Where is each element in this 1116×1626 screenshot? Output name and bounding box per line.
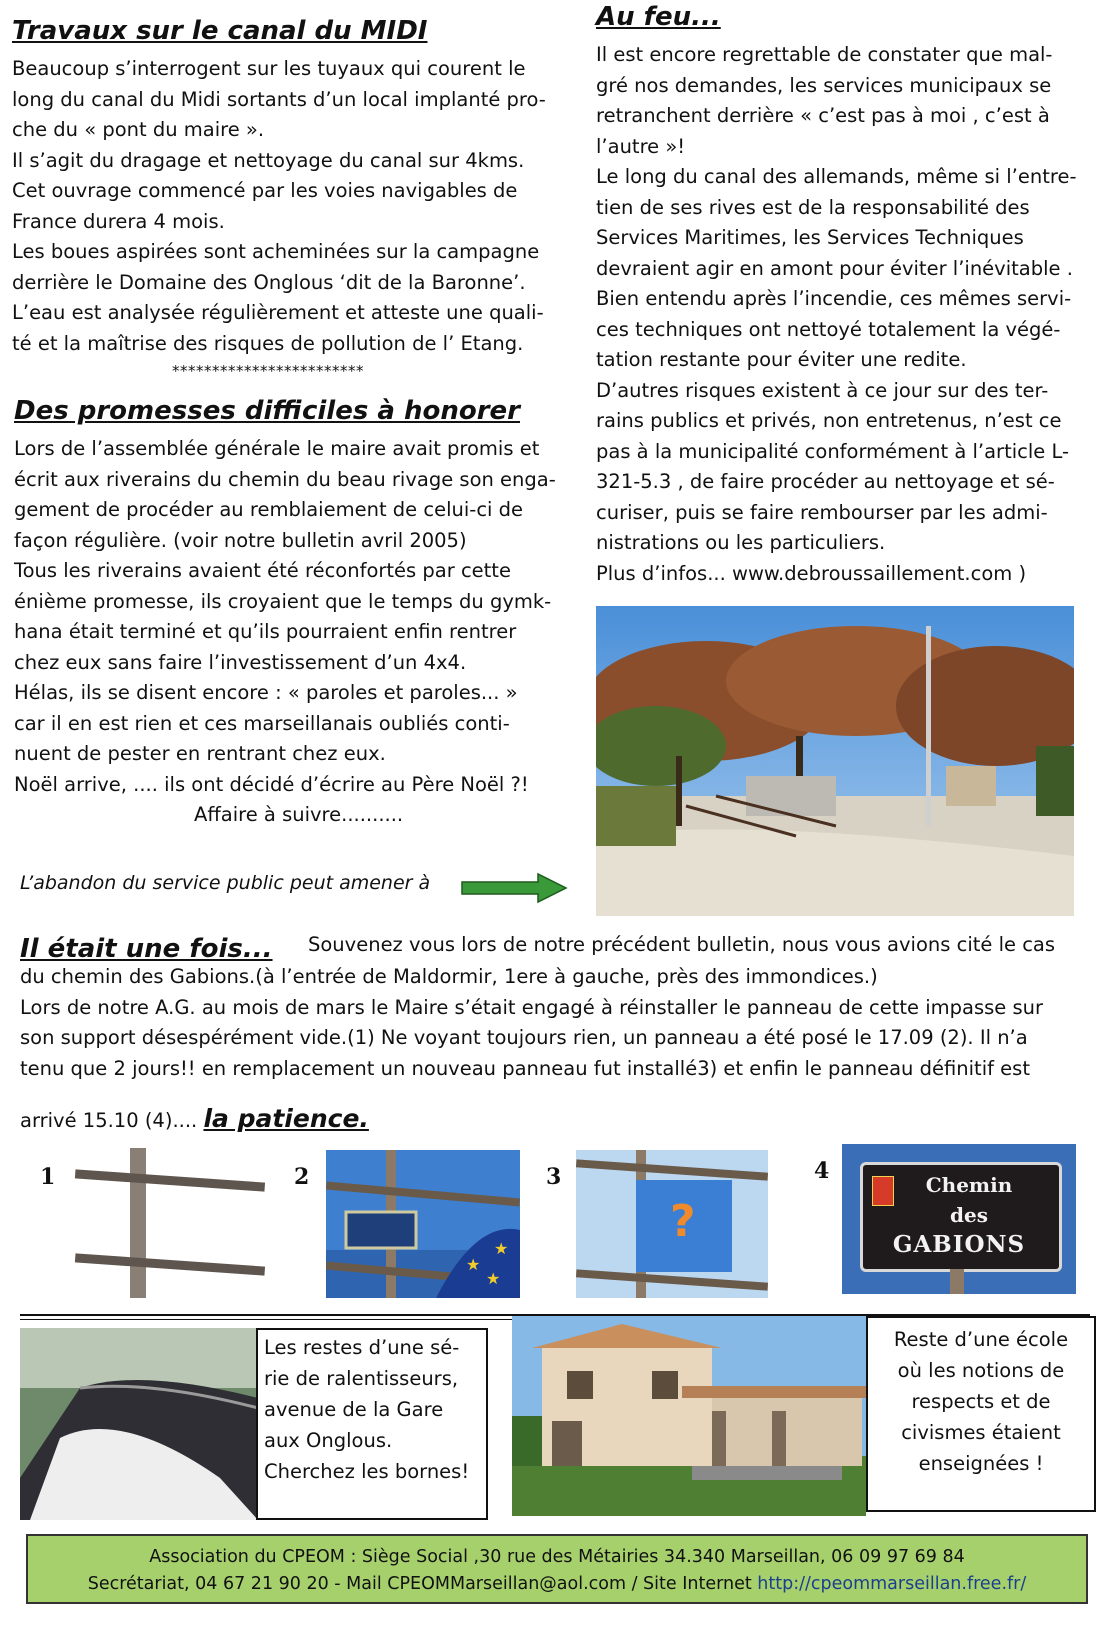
photo-final-sign <box>842 1144 1076 1294</box>
text-line: Bien entendu après l’incendie, ces mêmes servi- <box>596 287 1072 310</box>
text-line: Tous les riverains avaient été réconfortés par cette <box>14 559 511 582</box>
sign-number-2: 2 <box>294 1164 310 1190</box>
text-line: curiser, puis se faire rembourser par les admi- <box>596 500 1048 524</box>
text-line: avenue de la Gare <box>264 1398 444 1421</box>
sign-line: Chemin <box>925 1173 1013 1197</box>
text-line: Noël arrive, .... ils ont décidé d’écrire au Père Noël ?! <box>14 772 529 796</box>
title-travaux: Travaux sur le canal du MIDI <box>12 16 428 46</box>
text-line: 321-5.3 , de faire procéder au nettoyage et sé- <box>596 470 1055 493</box>
text-line: Beaucoup s’interrogent sur les tuyaux qui courent le <box>12 57 526 80</box>
sign-number-1: 1 <box>40 1164 56 1190</box>
photo-burnt-trees <box>596 606 1074 916</box>
text-line: rains publics et privés, non entretenus, n’est ce <box>596 409 1062 432</box>
text-line: rie de ralentisseurs, <box>264 1367 459 1390</box>
text-line: Cherchez les bornes! <box>264 1460 470 1483</box>
text-line: aux Onglous. <box>264 1429 393 1452</box>
text-line: Lors de l’assemblée générale le maire avait promis et <box>14 437 540 460</box>
text-line: Hélas, ils se disent encore : « paroles et paroles... » <box>14 681 518 704</box>
sign-number-4: 4 <box>814 1158 830 1184</box>
text-line: du chemin des Gabions.(à l’entrée de Maldormir, 1ere à gauche, près des immondices.) <box>20 965 878 988</box>
title-au-feu: Au feu... <box>596 2 721 32</box>
text-line: tenu que 2 jours!! en remplacement un nouveau panneau fut installé3) et enfin le panneau définitif est <box>20 1056 1030 1080</box>
text-line: enseignées ! <box>918 1452 1044 1475</box>
title-promesses: Des promesses difficiles à honorer <box>14 396 520 426</box>
text-line: son support désespérément vide.(1) Ne voyant toujours rien, un panneau a été posé le 17.09 (2). Il n’a <box>20 1026 1028 1049</box>
text-line: gement de procéder au remblaiement de celui-ci de <box>14 498 524 521</box>
text-line: che du « pont du maire ». <box>12 118 265 141</box>
text-line: l’autre »! <box>596 134 686 158</box>
paragraph-promesses <box>14 434 574 831</box>
text-line: arrivé 15.10 (4).... <box>20 1109 198 1132</box>
text-line: France durera 4 mois. <box>12 209 225 233</box>
footer-association <box>26 1534 1088 1604</box>
footer-line-2 <box>28 1571 1086 1598</box>
text-line: nuent de pester en rentrant chez eux. <box>14 742 386 765</box>
text-line: Lors de notre A.G. au mois de mars le Maire s’était engagé à réinstaller le panneau de cette impasse sur <box>20 995 1044 1019</box>
question-mark-icon: ? <box>670 1196 696 1247</box>
text-line: Le long du canal des allemands, même si l’entre- <box>596 165 1077 188</box>
text-line: derrière le Domaine des Onglous ‘dit de la Baronne’. <box>12 270 526 294</box>
text-line: façon régulière. (voir notre bulletin avril 2005) <box>14 528 467 552</box>
text-line: Plus d’infos... www.debroussaillement.com ) <box>596 561 1027 585</box>
text-line: énième promesse, ils croyaient que le temps du gymk- <box>14 589 552 613</box>
paragraph-travaux <box>12 54 572 359</box>
text-line: retranchent derrière « c’est pas à moi , c’est à <box>596 104 1050 127</box>
text-line: L’eau est analysée régulièrement et atteste une quali- <box>12 301 544 324</box>
text-line: long du canal du Midi sortants d’un local implanté pro- <box>12 87 546 111</box>
sign-line: GABIONS <box>892 1231 1026 1258</box>
text-line: pas à la municipalité conformément à l’article L- <box>596 439 1070 463</box>
photo-abandoned-school <box>512 1316 866 1516</box>
text-line: écrit aux riverains du chemin du beau rivage son enga- <box>14 467 556 491</box>
street-sign-text <box>842 1170 1076 1260</box>
website-link[interactable]: http://cpeommarseillan.free.fr/ <box>757 1574 1027 1594</box>
story-line-1: Souvenez vous lors de notre précédent bulletin, nous vous avions cité le cas <box>308 933 1056 956</box>
text-line: tien de ses rives est de la responsabilité des <box>596 195 1030 219</box>
text-line: devraient agir en amont pour éviter l’inévitable . <box>596 256 1073 280</box>
sign-line: des <box>950 1203 988 1227</box>
photo-empty-post <box>70 1148 270 1298</box>
caption-box-ecole <box>866 1316 1096 1512</box>
separator-stars: ************************ <box>172 362 364 380</box>
title-il-etait-une-fois: Il était une fois... <box>20 934 273 964</box>
text-line: Il est encore regrettable de constater que mal- <box>596 43 1053 66</box>
svg-text:★: ★ <box>466 1255 481 1274</box>
photo-temporary-sign <box>326 1150 520 1298</box>
footer-contact: Secrétariat, 04 67 21 90 20 - Mail CPEOMMarseillan@aol.com / Site Internet <box>87 1574 758 1594</box>
text-line: gré nos demandes, les services municipaux se <box>596 73 1052 97</box>
story-paragraph <box>20 962 1100 1084</box>
footer-line-1: Association du CPEOM : Siège Social ,30 rue des Métairies 34.340 Marseillan, 06 09 97 69 84 <box>149 1547 965 1567</box>
text-line: tation restante pour éviter une redite. <box>596 348 967 371</box>
svg-text:★: ★ <box>486 1269 501 1288</box>
text-line: respects et de <box>911 1390 1051 1413</box>
text-line: Affaire à suivre.......... <box>194 803 404 826</box>
text-line: hana était terminé et qu’ils pourraient enfin rentrer <box>14 620 517 643</box>
text-line: Reste d’une école <box>893 1328 1069 1351</box>
story-last-line <box>20 1104 369 1137</box>
text-line: où les notions de <box>897 1359 1065 1382</box>
arrow-right-icon <box>460 872 570 904</box>
caption-box-ralentisseurs <box>256 1328 488 1520</box>
text-line: ces techniques ont nettoyé totalement la végé- <box>596 317 1061 341</box>
text-line: car il en est rien et ces marseillanais oubliés conti- <box>14 711 510 735</box>
text-line: civismes étaient <box>901 1421 1061 1444</box>
sign-post <box>950 1269 964 1294</box>
text-line: Les restes d’une sé- <box>264 1336 460 1359</box>
text-line: Services Maritimes, les Services Techniques <box>596 226 1024 249</box>
patience-emphasis: la patience. <box>203 1104 369 1133</box>
text-line: nistrations ou les particuliers. <box>596 531 886 554</box>
text-line: Il s’agit du dragage et nettoyage du canal sur 4kms. <box>12 148 525 172</box>
svg-text:★: ★ <box>494 1239 509 1258</box>
paragraph-au-feu <box>596 40 1096 589</box>
text-line: té et la maîtrise des risques de pollution de l’ Etang. <box>12 331 524 355</box>
sign-number-3: 3 <box>546 1164 562 1190</box>
text-line: chez eux sans faire l’investissement d’un 4x4. <box>14 650 467 674</box>
text-line: D’autres risques existent à ce jour sur des ter- <box>596 378 1049 402</box>
text-line: Cet ouvrage commencé par les voies navigables de <box>12 179 518 202</box>
photo-speed-bump <box>20 1328 258 1520</box>
caption-abandon: L’abandon du service public peut amener à <box>20 872 431 894</box>
text-line: Les boues aspirées sont acheminées sur la campagne <box>12 240 540 263</box>
